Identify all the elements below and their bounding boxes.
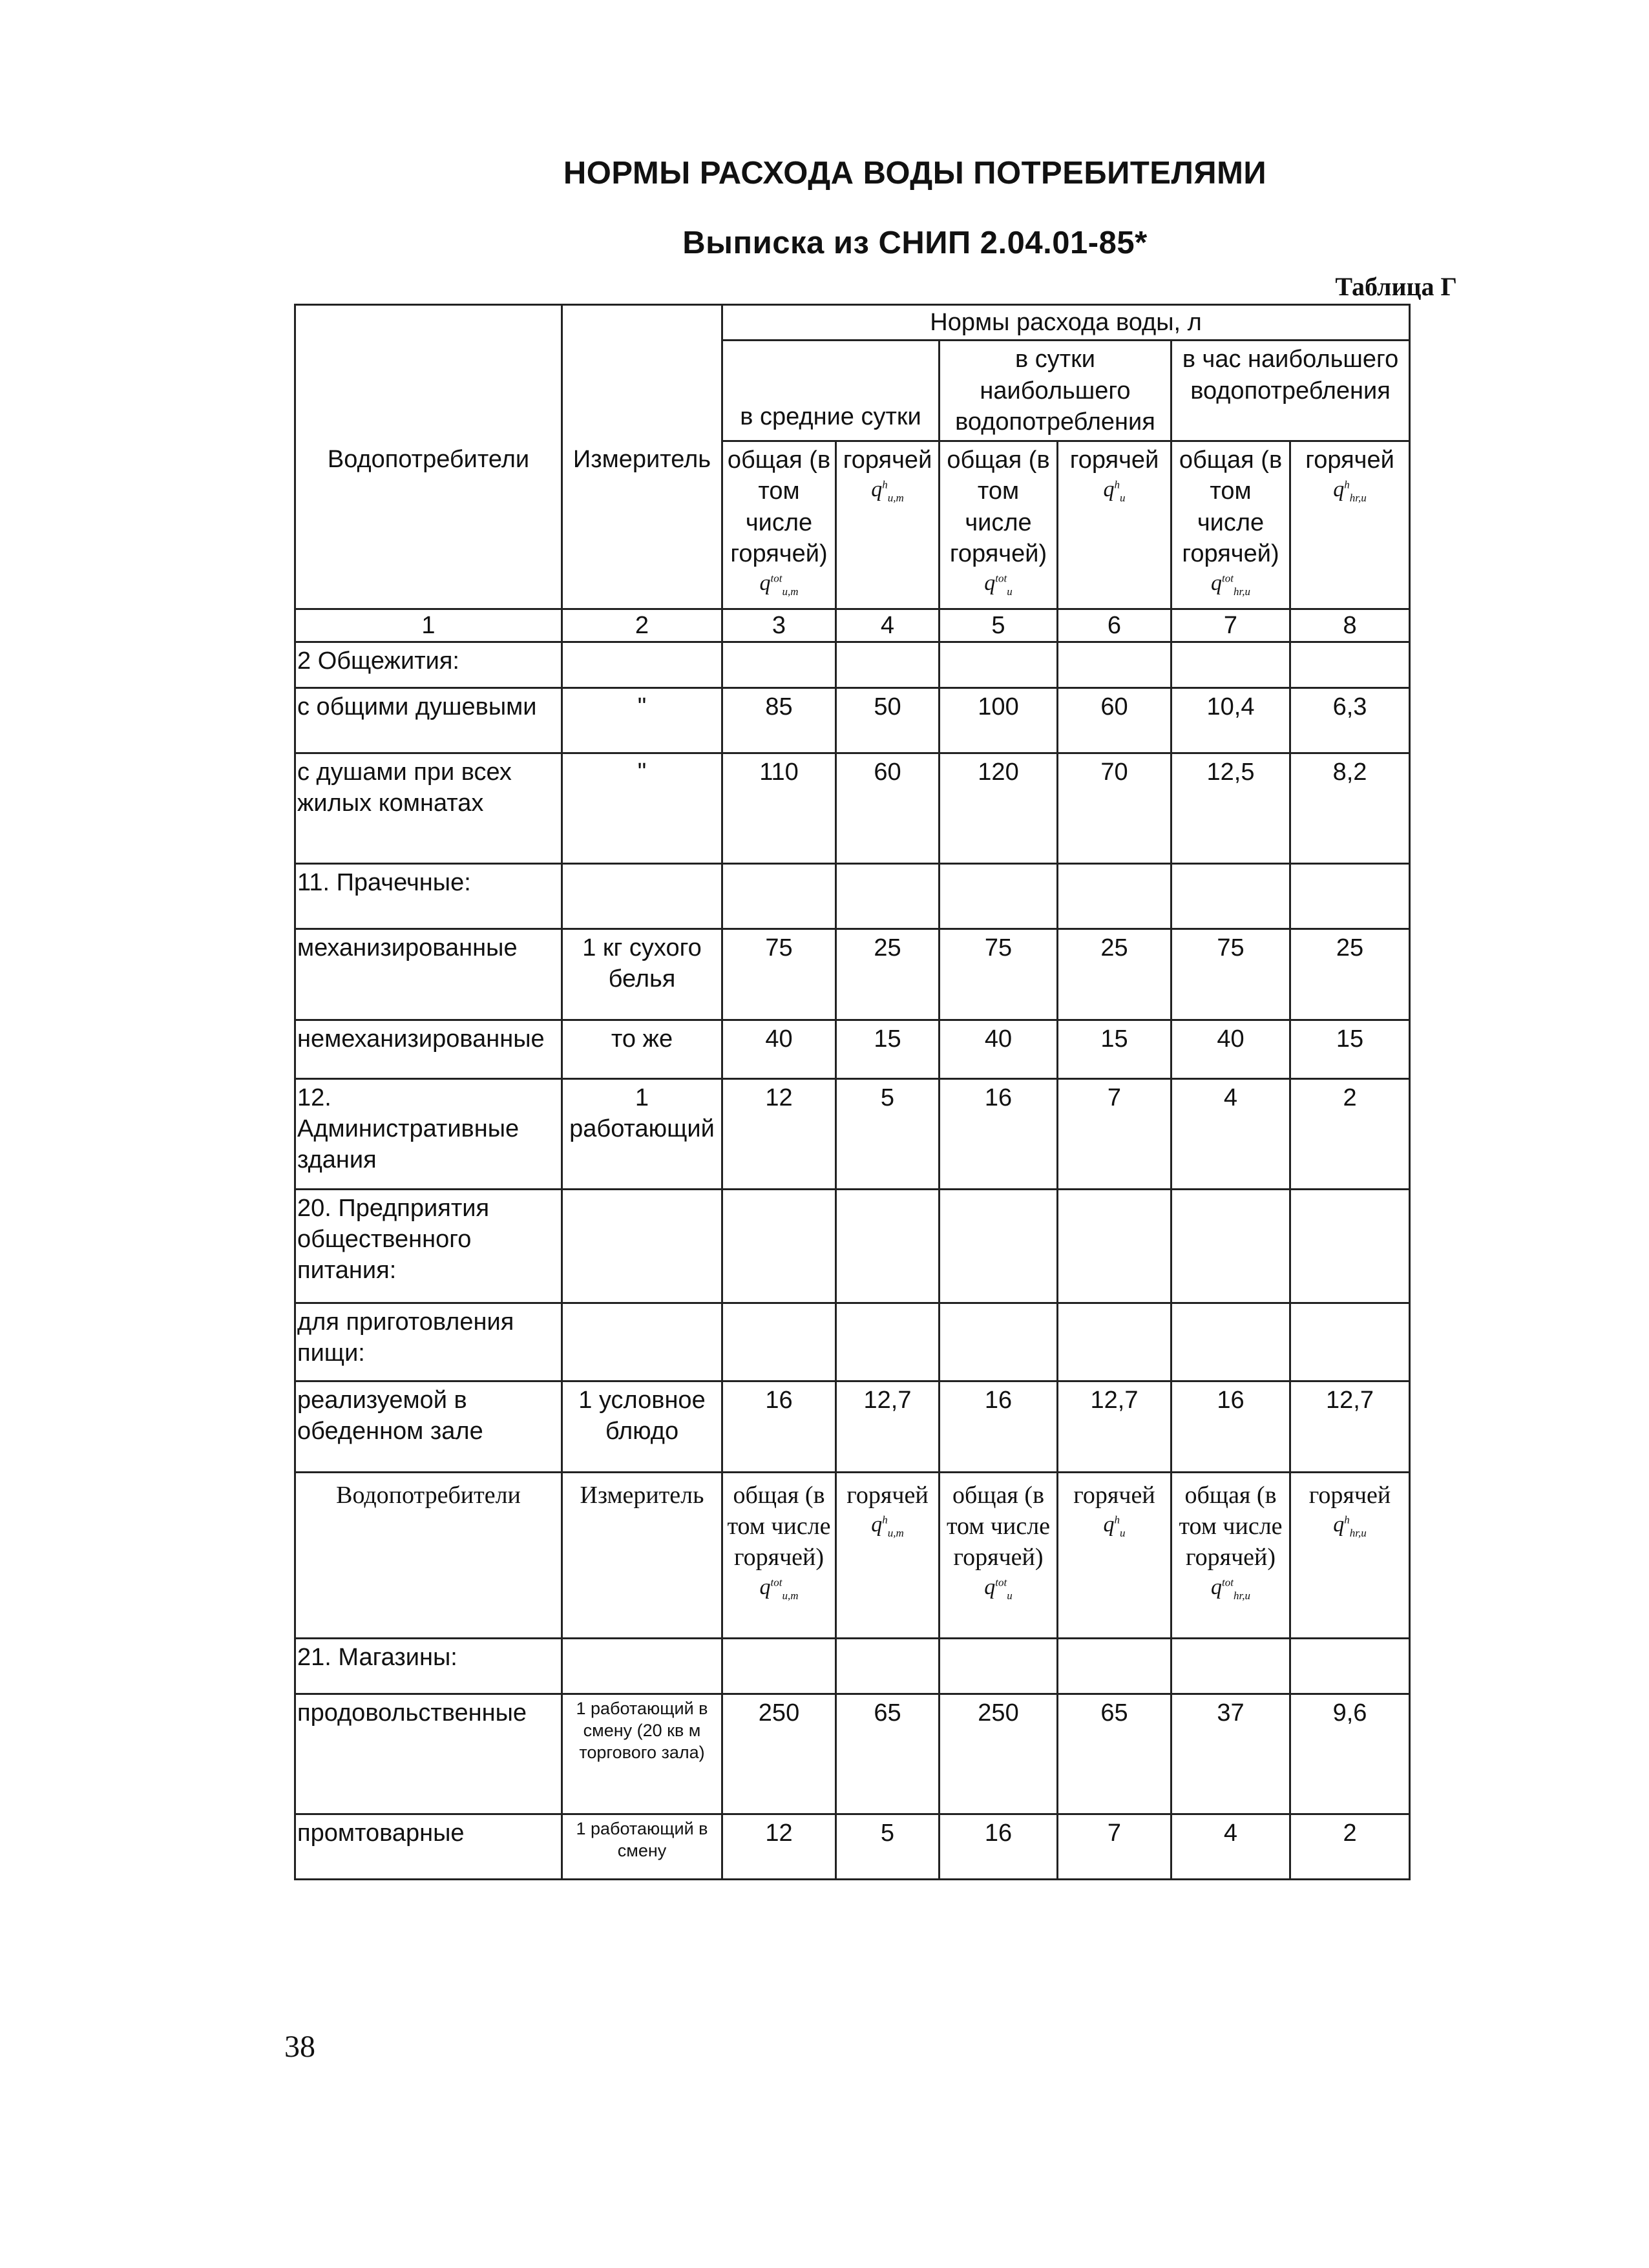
row-value: 37: [1171, 1694, 1290, 1814]
row-value: 40: [1171, 1020, 1290, 1078]
row-name: с душами при всех жилых комнатах: [295, 753, 562, 863]
max-day-hot-header: горячей $q^h_u$: [1058, 441, 1171, 609]
row-value: 8,2: [1290, 753, 1410, 863]
row-value: 40: [722, 1020, 836, 1078]
row-value: 12,5: [1171, 753, 1290, 863]
row-meter: 1 работающий в смену (20 кв м торгового зала): [562, 1694, 722, 1814]
row-value: 25: [1290, 929, 1410, 1020]
norms-table: [294, 304, 1411, 1880]
row-name: 11. Прачечные:: [295, 863, 562, 929]
row-value: 250: [722, 1694, 836, 1814]
page-title: НОРМЫ РАСХОДА ВОДЫ ПОТРЕБИТЕЛЯМИ: [563, 156, 1267, 191]
row-value: 12,7: [1290, 1381, 1410, 1472]
table-row: [295, 753, 1410, 863]
row-value: 110: [722, 753, 836, 863]
q-symbol: $q^h_{u,m}$: [871, 1513, 904, 1539]
q-symbol: $q^h_{hr,u}$: [1333, 1513, 1367, 1539]
row-value: 65: [836, 1694, 940, 1814]
table-row: [295, 1814, 1410, 1879]
table-row: [295, 1189, 1410, 1303]
row-value: 16: [940, 1381, 1058, 1472]
q-symbol: $q^h_{hr,u}$: [1333, 478, 1367, 505]
q-symbol: $q^{tot}_u$: [984, 1575, 1013, 1602]
row-value: 2: [1290, 1814, 1410, 1879]
table-label: Таблица Г: [1335, 272, 1457, 301]
col-number: 1: [295, 609, 562, 642]
row-value: 6,3: [1290, 688, 1410, 753]
blank-cell: [295, 305, 562, 441]
col-number: 6: [1058, 609, 1171, 642]
row-value: 85: [722, 688, 836, 753]
row-value: 16: [722, 1381, 836, 1472]
max-day-header: в сутки наибольшего водопотребления: [940, 341, 1171, 441]
header-row-group: [295, 305, 1410, 341]
row-value: 25: [836, 929, 940, 1020]
max-day-total-header: общая (в том числе горячей) $q^{tot}_u$: [940, 1472, 1058, 1638]
row-value: 16: [940, 1814, 1058, 1879]
col-number: 2: [562, 609, 722, 642]
avg-day-hot-header: горячей $q^h_{u,m}$: [836, 441, 940, 609]
row-value: 2: [1290, 1078, 1410, 1189]
q-symbol: $q^{tot}_{hr,u}$: [1211, 1575, 1250, 1602]
blank-cell: [562, 305, 722, 441]
row-value: 25: [1058, 929, 1171, 1020]
q-symbol: $q^{tot}_{u,m}$: [759, 571, 799, 598]
row-name: 12. Административные здания: [295, 1078, 562, 1189]
header-row-columns: [295, 441, 1410, 609]
page-number: 38: [284, 2030, 315, 2064]
avg-day-hot-header: горячей $q^h_{u,m}$: [836, 1472, 940, 1638]
row-value: 5: [836, 1814, 940, 1879]
row-value: 70: [1058, 753, 1171, 863]
table-row: [295, 642, 1410, 688]
meter-header: Измеритель: [562, 1472, 722, 1638]
row-name: продовольственные: [295, 1694, 562, 1814]
table-row: [295, 1303, 1410, 1381]
repeated-header-row: [295, 1472, 1410, 1638]
row-value: 15: [1290, 1020, 1410, 1078]
q-symbol: $q^h_{u,m}$: [871, 478, 904, 505]
row-value: 100: [940, 688, 1058, 753]
row-value: 12,7: [1058, 1381, 1171, 1472]
col-number: 8: [1290, 609, 1410, 642]
consumers-header: Водопотребители: [295, 1472, 562, 1638]
table-row: [295, 1078, 1410, 1189]
avg-day-total-header: общая (в том числе горячей) $q^{tot}_{u,m}$: [722, 441, 836, 609]
row-value: 4: [1171, 1078, 1290, 1189]
row-value: 12: [722, 1814, 836, 1879]
row-value: 75: [940, 929, 1058, 1020]
row-value: 12,7: [836, 1381, 940, 1472]
q-symbol: $q^{tot}_u$: [984, 571, 1013, 598]
avg-day-total-header: общая (в том числе горячей) $q^{tot}_{u,m}$: [722, 1472, 836, 1638]
row-value: 4: [1171, 1814, 1290, 1879]
max-hour-total-header: общая (в том числе горячей) $q^{tot}_{hr,u}$: [1171, 1472, 1290, 1638]
row-value: 15: [836, 1020, 940, 1078]
row-meter: ": [562, 688, 722, 753]
row-value: 75: [722, 929, 836, 1020]
row-name: для приготовления пищи:: [295, 1303, 562, 1381]
row-meter: то же: [562, 1020, 722, 1078]
row-name: с общими душевыми: [295, 688, 562, 753]
row-value: 10,4: [1171, 688, 1290, 753]
max-day-total-header: общая (в том числе горячей) $q^{tot}_u$: [940, 441, 1058, 609]
max-hour-total-header: общая (в том числе горячей) $q^{tot}_{hr,u}$: [1171, 441, 1290, 609]
row-value: 16: [1171, 1381, 1290, 1472]
row-meter: 1 работающий: [562, 1078, 722, 1189]
q-symbol: $q^h_u$: [1103, 1513, 1126, 1539]
row-value: 15: [1058, 1020, 1171, 1078]
col-number: 3: [722, 609, 836, 642]
row-value: 16: [940, 1078, 1058, 1189]
max-hour-header: в час наибольшего водопотребления: [1171, 341, 1410, 441]
q-symbol: $q^{tot}_{hr,u}$: [1211, 571, 1250, 598]
table-row: [295, 1020, 1410, 1078]
row-value: 250: [940, 1694, 1058, 1814]
col-number: 5: [940, 609, 1058, 642]
table-row: [295, 688, 1410, 753]
norms-group-header: Нормы расхода воды, л: [722, 305, 1410, 341]
page-subtitle: Выписка из СНИП 2.04.01-85*: [682, 226, 1148, 260]
row-name: реализуемой в обеденном зале: [295, 1381, 562, 1472]
row-name: 2 Общежития:: [295, 642, 562, 688]
row-value: 12: [722, 1078, 836, 1189]
avg-day-header: в средние сутки: [722, 341, 940, 441]
max-day-hot-header: горячей $q^h_u$: [1058, 1472, 1171, 1638]
max-hour-hot-header: горячей $q^h_{hr,u}$: [1290, 441, 1410, 609]
row-meter: 1 условное блюдо: [562, 1381, 722, 1472]
row-name: 20. Предприятия общественного питания:: [295, 1189, 562, 1303]
col-number: 7: [1171, 609, 1290, 642]
row-meter: ": [562, 753, 722, 863]
row-meter: 1 кг сухого белья: [562, 929, 722, 1020]
row-value: 60: [1058, 688, 1171, 753]
row-name: промтоварные: [295, 1814, 562, 1879]
row-name: 21. Магазины:: [295, 1638, 562, 1694]
row-value: 7: [1058, 1814, 1171, 1879]
row-value: 40: [940, 1020, 1058, 1078]
row-value: 5: [836, 1078, 940, 1189]
table-row: [295, 863, 1410, 929]
row-meter: 1 работающий в смену: [562, 1814, 722, 1879]
table-row: [295, 929, 1410, 1020]
col-number: 4: [836, 609, 940, 642]
q-symbol: $q^h_u$: [1103, 478, 1126, 505]
row-name: механизированные: [295, 929, 562, 1020]
row-value: 65: [1058, 1694, 1171, 1814]
q-symbol: $q^{tot}_{u,m}$: [759, 1575, 799, 1602]
table-row: [295, 1694, 1410, 1814]
row-value: 75: [1171, 929, 1290, 1020]
consumers-header: Водопотребители: [295, 441, 562, 609]
max-hour-hot-header: горячей $q^h_{hr,u}$: [1290, 1472, 1410, 1638]
table-row: [295, 1638, 1410, 1694]
table-row: [295, 1381, 1410, 1472]
row-value: 60: [836, 753, 940, 863]
column-numbers-row: [295, 609, 1410, 642]
row-value: 50: [836, 688, 940, 753]
row-value: 7: [1058, 1078, 1171, 1189]
meter-header: Измеритель: [562, 441, 722, 609]
row-value: 120: [940, 753, 1058, 863]
row-name: немеханизированные: [295, 1020, 562, 1078]
row-value: 9,6: [1290, 1694, 1410, 1814]
